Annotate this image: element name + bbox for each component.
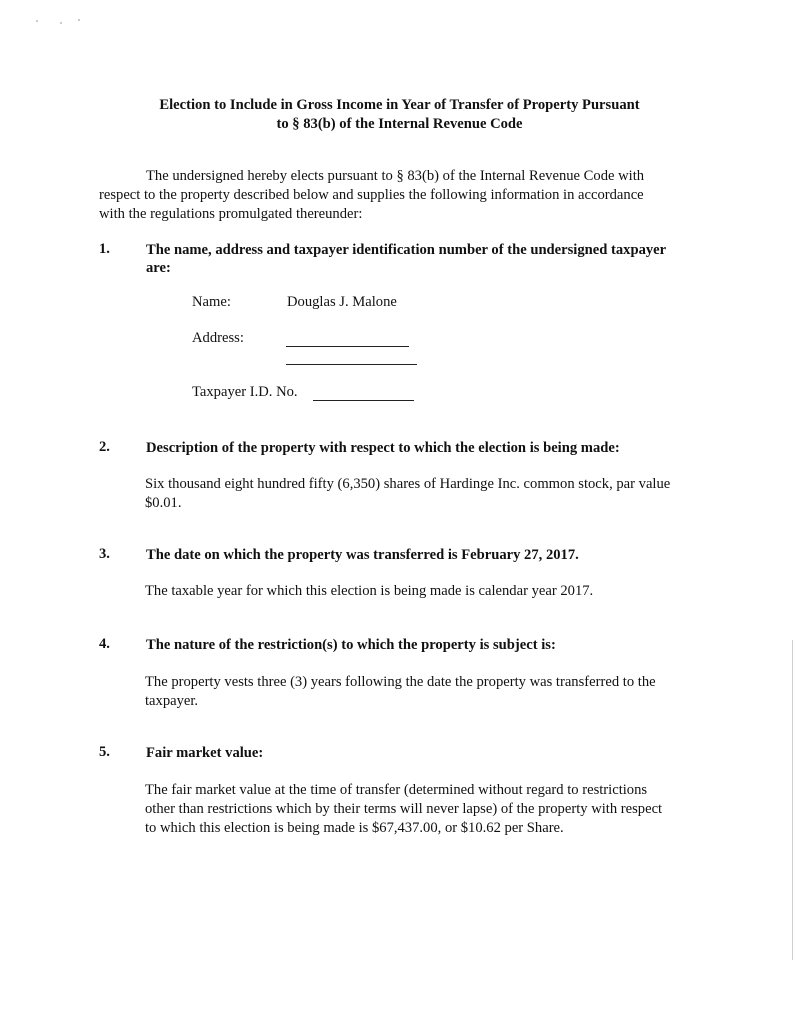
taxpayer-id-label: Taxpayer I.D. No. <box>192 384 298 400</box>
scan-speck <box>36 20 38 22</box>
name-label: Name: <box>192 294 231 310</box>
address-label: Address: <box>192 330 244 346</box>
intro-line-2: respect to the property described below and supplies the following information in accordance <box>99 187 644 203</box>
scan-edge <box>792 640 793 960</box>
section-3-heading: The date on which the property was transferred is February 27, 2017. <box>146 547 579 563</box>
address-blank-line-2 <box>286 364 417 365</box>
scan-speck <box>78 19 80 21</box>
scan-speck <box>60 22 62 24</box>
section-2-number: 2. <box>99 439 110 455</box>
section-4-number: 4. <box>99 636 110 652</box>
section-4-body-line-1: The property vests three (3) years following the date the property was transferred to the <box>145 674 656 690</box>
section-5-body-line-3: to which this election is being made is $67,437.00, or $10.62 per Share. <box>145 820 564 836</box>
section-1-number: 1. <box>99 241 110 257</box>
section-4-heading: The nature of the restriction(s) to which the property is subject is: <box>146 637 556 653</box>
name-value: Douglas J. Malone <box>287 294 397 310</box>
section-5-number: 5. <box>99 744 110 760</box>
taxpayer-id-blank-line <box>313 400 414 401</box>
section-3-number: 3. <box>99 546 110 562</box>
document-title-line-1: Election to Include in Gross Income in Year of Transfer of Property Pursuant <box>159 97 640 113</box>
section-2-body-line-1: Six thousand eight hundred fifty (6,350) shares of Hardinge Inc. common stock, par value <box>145 476 671 492</box>
intro-line-1: The undersigned hereby elects pursuant to § 83(b) of the Internal Revenue Code with <box>146 168 645 184</box>
address-blank-line-1 <box>286 346 409 347</box>
section-5-body-line-2: other than restrictions which by their terms will never lapse) of the property with respect <box>145 801 663 817</box>
section-5-heading: Fair market value: <box>146 745 264 761</box>
intro-line-3: with the regulations promulgated thereunder: <box>99 206 363 222</box>
section-5-body-line-1: The fair market value at the time of transfer (determined without regard to restrictions <box>145 782 648 798</box>
section-3-body-line-1: The taxable year for which this election is being made is calendar year 2017. <box>145 583 594 599</box>
document-title-line-2: to § 83(b) of the Internal Revenue Code <box>276 116 523 132</box>
section-2-body-line-2: $0.01. <box>145 495 182 511</box>
section-1-heading-line-2: are: <box>146 260 171 276</box>
section-4-body-line-2: taxpayer. <box>145 693 199 709</box>
section-2-heading: Description of the property with respect to which the election is being made: <box>146 440 620 456</box>
section-1-heading-line-1: The name, address and taxpayer identification number of the undersigned taxpayer <box>146 242 667 258</box>
